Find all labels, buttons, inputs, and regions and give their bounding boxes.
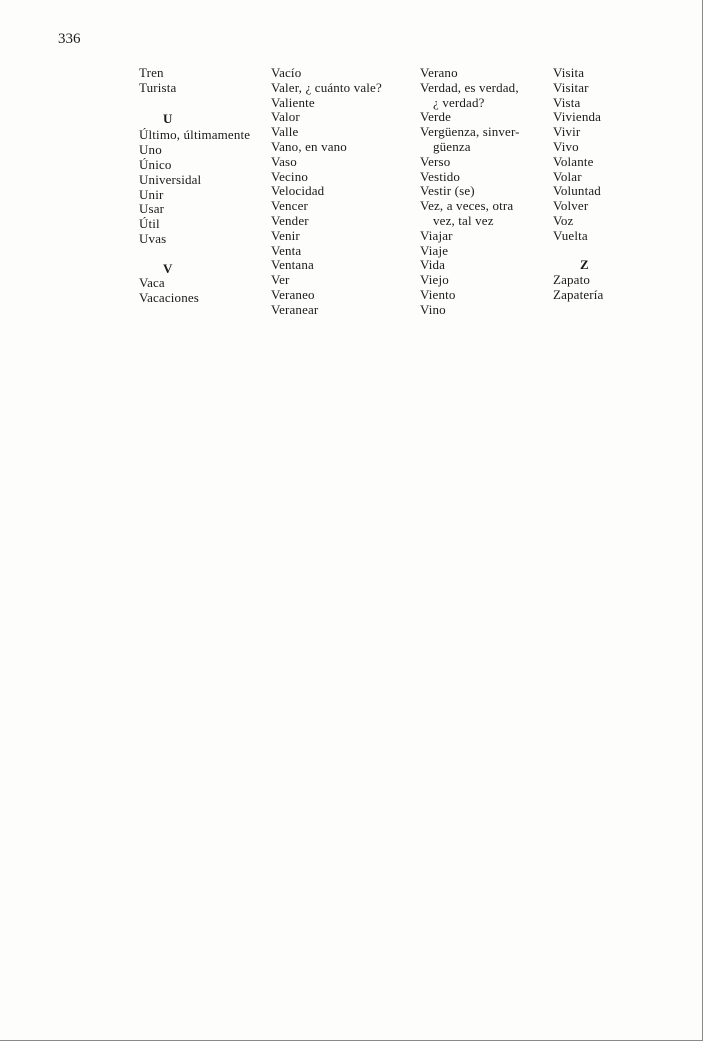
glossary-entry: Único — [139, 156, 172, 172]
glossary-entry: Turista — [139, 79, 177, 95]
glossary-entry — [420, 288, 548, 303]
entry-text: Vez, a veces, otra — [420, 198, 514, 214]
glossary-entry — [420, 81, 548, 111]
entry-text: Verano — [420, 65, 458, 80]
glossary-entry: Último, últimamente — [139, 127, 251, 143]
glossary-entry: Útil — [139, 216, 160, 232]
page-number: 336 — [58, 31, 81, 47]
glossary-entry: Valer, ¿ cuánto vale? — [271, 79, 382, 95]
entry-text: Vestido — [420, 168, 461, 184]
entry-text: Vergüenza, sinver- — [420, 124, 520, 140]
glossary-entry: Zapato — [553, 272, 590, 288]
letter-heading-v: V — [163, 260, 173, 276]
entry-text: Vida — [420, 257, 446, 273]
glossary-entry: Valle — [271, 124, 299, 140]
glossary-entry — [420, 170, 548, 185]
letter-heading-z: Z — [580, 257, 589, 273]
entry-text: Viajar — [420, 227, 453, 243]
entry-continuation: vez, tal vez — [433, 212, 494, 228]
entry-text: Verde — [420, 109, 452, 125]
glossary-entry: Volver — [553, 198, 589, 214]
glossary-entry: Volar — [553, 168, 582, 184]
glossary-entry: Vivo — [553, 138, 579, 154]
glossary-entry: Uvas — [139, 230, 167, 246]
glossary-entry — [420, 125, 548, 155]
glossary-column-2 — [271, 66, 416, 318]
glossary-entry — [420, 229, 548, 244]
glossary-entry — [420, 303, 548, 318]
glossary-entry: Vuelta — [553, 227, 588, 243]
glossary-entry: Valor — [271, 109, 300, 125]
glossary-column-4 — [553, 66, 643, 303]
glossary-entry: Voz — [553, 212, 574, 228]
entry-text: Vino — [420, 301, 446, 317]
glossary-entry: Veraneo — [271, 286, 315, 302]
glossary-entry: Valiente — [271, 94, 315, 110]
glossary-entry: Velocidad — [271, 183, 325, 199]
glossary-entry: Unir — [139, 186, 164, 202]
entry-text: Vestir (se) — [420, 183, 475, 199]
glossary-column-1 — [139, 66, 267, 306]
entry-text: Viento — [420, 286, 456, 302]
glossary-entry: Ventana — [271, 257, 314, 273]
entry-text: Viejo — [420, 272, 449, 288]
glossary-entry: Venta — [271, 242, 302, 258]
glossary-entry: Uno — [139, 142, 162, 158]
glossary-entry: Venir — [271, 227, 300, 243]
glossary-entry: Universidal — [139, 171, 202, 187]
glossary-entry — [420, 244, 548, 259]
glossary-entry — [420, 184, 548, 199]
glossary-entry: Vano, en vano — [271, 138, 347, 154]
glossary-entry: Veranear — [271, 301, 319, 317]
glossary-entry — [420, 110, 548, 125]
glossary-entry: Ver — [271, 272, 290, 288]
glossary-entry: Volante — [553, 153, 594, 169]
letter-heading-u: U — [163, 110, 173, 126]
glossary-entry: Vacío — [271, 65, 302, 80]
glossary-entry: Vender — [271, 212, 309, 228]
glossary-entry — [420, 66, 548, 81]
entry-continuation: ¿ verdad? — [433, 94, 485, 110]
glossary-entry — [420, 273, 548, 288]
glossary-entry: Vaso — [271, 153, 297, 169]
entry-text: Viaje — [420, 242, 449, 258]
entry-text: Verso — [420, 153, 451, 169]
glossary-entry — [420, 155, 548, 170]
glossary-entry: Vecino — [271, 168, 308, 184]
glossary-entry: Tren — [139, 65, 164, 80]
glossary-entry: Voluntad — [553, 183, 601, 199]
glossary-entry: Vivir — [553, 124, 581, 140]
glossary-entry: Vista — [553, 94, 581, 110]
glossary-entry: Vivienda — [553, 109, 602, 125]
glossary-entry: Usar — [139, 201, 165, 217]
glossary-column-3 — [420, 66, 548, 318]
glossary-entry — [420, 199, 548, 229]
glossary-entry: Vencer — [271, 198, 308, 214]
glossary-entry: Vacaciones — [139, 290, 199, 306]
glossary-entry: Vaca — [139, 275, 165, 291]
glossary-entry: Visita — [553, 65, 585, 80]
glossary-entry: Visitar — [553, 79, 589, 95]
entry-text: Verdad, es verdad, — [420, 79, 519, 95]
glossary-entry — [420, 258, 548, 273]
entry-continuation: güenza — [433, 138, 471, 154]
glossary-entry: Zapatería — [553, 286, 604, 302]
